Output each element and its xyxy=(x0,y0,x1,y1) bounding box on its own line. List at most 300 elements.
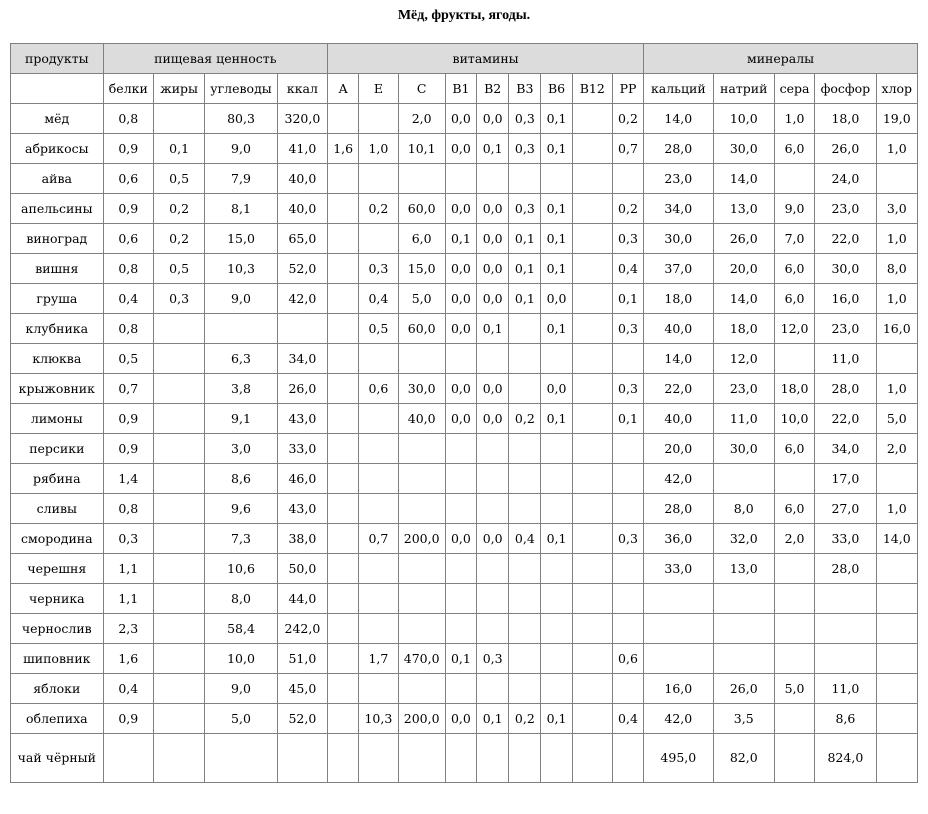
table-cell xyxy=(612,494,643,524)
table-cell xyxy=(713,584,774,614)
table-cell xyxy=(153,554,204,584)
table-cell xyxy=(328,254,359,284)
table-cell: 0,1 xyxy=(541,524,572,554)
table-cell: 37,0 xyxy=(644,254,713,284)
table-cell xyxy=(509,434,541,464)
table-cell: 2,3 xyxy=(103,614,153,644)
table-cell: 14,0 xyxy=(876,524,917,554)
table-cell: 0,1 xyxy=(541,194,572,224)
table-row xyxy=(11,404,918,434)
header-group-row xyxy=(11,44,918,74)
table-cell xyxy=(509,554,541,584)
table-cell: 44,0 xyxy=(277,584,327,614)
table-cell xyxy=(876,164,917,194)
table-cell: 40,0 xyxy=(277,164,327,194)
table-cell: 8,6 xyxy=(815,704,876,734)
table-cell xyxy=(445,344,476,374)
table-cell xyxy=(876,674,917,704)
table-cell: 11,0 xyxy=(815,344,876,374)
table-cell xyxy=(328,554,359,584)
column-header: B3 xyxy=(509,74,541,104)
table-cell: 20,0 xyxy=(713,254,774,284)
table-cell: 42,0 xyxy=(644,464,713,494)
product-name: яблоки xyxy=(11,674,104,704)
table-cell: 242,0 xyxy=(277,614,327,644)
column-header: жиры xyxy=(153,74,204,104)
product-name: лимоны xyxy=(11,404,104,434)
table-cell: 20,0 xyxy=(644,434,713,464)
table-cell: 3,0 xyxy=(876,194,917,224)
table-cell xyxy=(644,584,713,614)
product-name: черешня xyxy=(11,554,104,584)
table-cell: 9,0 xyxy=(205,674,277,704)
table-cell xyxy=(445,494,476,524)
table-cell xyxy=(477,554,509,584)
table-cell: 34,0 xyxy=(644,194,713,224)
product-name: клубника xyxy=(11,314,104,344)
table-cell xyxy=(328,404,359,434)
nutrition-table xyxy=(10,43,918,783)
table-cell xyxy=(572,164,612,194)
table-cell xyxy=(153,584,204,614)
table-cell xyxy=(612,464,643,494)
table-cell: 0,0 xyxy=(477,524,509,554)
table-row xyxy=(11,614,918,644)
table-cell xyxy=(359,344,398,374)
table-cell: 9,0 xyxy=(205,134,277,164)
table-cell: 5,0 xyxy=(876,404,917,434)
table-cell: 51,0 xyxy=(277,644,327,674)
table-cell xyxy=(774,584,814,614)
table-cell xyxy=(328,164,359,194)
table-cell: 18,0 xyxy=(815,104,876,134)
table-cell xyxy=(509,674,541,704)
table-cell: 38,0 xyxy=(277,524,327,554)
table-cell xyxy=(612,734,643,783)
table-row xyxy=(11,164,918,194)
table-cell xyxy=(644,614,713,644)
table-cell: 28,0 xyxy=(644,134,713,164)
table-cell: 0,2 xyxy=(509,704,541,734)
table-cell: 9,0 xyxy=(774,194,814,224)
table-cell xyxy=(541,674,572,704)
table-cell: 23,0 xyxy=(644,164,713,194)
table-cell: 7,9 xyxy=(205,164,277,194)
table-cell xyxy=(541,584,572,614)
table-cell xyxy=(359,494,398,524)
table-cell: 0,6 xyxy=(359,374,398,404)
table-cell: 11,0 xyxy=(713,404,774,434)
table-cell: 10,0 xyxy=(774,404,814,434)
table-cell: 0,2 xyxy=(612,194,643,224)
table-cell xyxy=(612,614,643,644)
product-name: груша xyxy=(11,284,104,314)
table-cell: 495,0 xyxy=(644,734,713,783)
table-cell: 1,0 xyxy=(876,374,917,404)
table-cell: 1,1 xyxy=(103,554,153,584)
table-cell xyxy=(445,464,476,494)
table-row xyxy=(11,134,918,164)
table-cell xyxy=(359,464,398,494)
column-header: натрий xyxy=(713,74,774,104)
table-cell: 0,8 xyxy=(103,254,153,284)
table-cell: 40,0 xyxy=(398,404,445,434)
table-cell xyxy=(398,344,445,374)
table-cell xyxy=(876,464,917,494)
table-row xyxy=(11,344,918,374)
table-cell: 45,0 xyxy=(277,674,327,704)
table-cell: 26,0 xyxy=(815,134,876,164)
table-cell xyxy=(713,614,774,644)
table-cell: 0,1 xyxy=(153,134,204,164)
table-cell: 8,6 xyxy=(205,464,277,494)
table-cell: 1,4 xyxy=(103,464,153,494)
table-cell xyxy=(572,134,612,164)
product-name: мёд xyxy=(11,104,104,134)
table-cell xyxy=(774,614,814,644)
table-cell xyxy=(815,584,876,614)
table-cell: 15,0 xyxy=(398,254,445,284)
table-cell xyxy=(876,734,917,783)
table-cell: 26,0 xyxy=(713,224,774,254)
table-cell: 23,0 xyxy=(713,374,774,404)
table-cell: 0,1 xyxy=(445,644,476,674)
table-cell xyxy=(612,164,643,194)
table-cell: 0,0 xyxy=(445,524,476,554)
table-cell xyxy=(572,644,612,674)
table-cell xyxy=(359,554,398,584)
table-cell: 0,1 xyxy=(612,284,643,314)
table-cell xyxy=(445,674,476,704)
table-cell xyxy=(477,494,509,524)
table-cell xyxy=(277,734,327,783)
table-row xyxy=(11,284,918,314)
table-cell: 0,3 xyxy=(153,284,204,314)
table-cell xyxy=(477,434,509,464)
product-name: черника xyxy=(11,584,104,614)
table-cell: 60,0 xyxy=(398,194,445,224)
table-cell xyxy=(153,314,204,344)
table-cell: 40,0 xyxy=(644,404,713,434)
column-header: белки xyxy=(103,74,153,104)
table-cell: 1,0 xyxy=(876,284,917,314)
table-row xyxy=(11,254,918,284)
table-cell xyxy=(328,494,359,524)
table-cell: 0,1 xyxy=(509,284,541,314)
table-cell: 200,0 xyxy=(398,524,445,554)
table-cell: 0,9 xyxy=(103,704,153,734)
column-header: B1 xyxy=(445,74,476,104)
table-cell: 6,0 xyxy=(774,254,814,284)
table-cell xyxy=(398,584,445,614)
product-name: рябина xyxy=(11,464,104,494)
table-cell xyxy=(153,374,204,404)
table-cell xyxy=(359,584,398,614)
table-cell: 0,3 xyxy=(612,224,643,254)
table-cell: 0,0 xyxy=(477,374,509,404)
table-cell: 0,0 xyxy=(445,134,476,164)
table-cell: 0,1 xyxy=(541,104,572,134)
table-cell xyxy=(541,644,572,674)
table-cell: 0,1 xyxy=(509,254,541,284)
table-cell: 3,5 xyxy=(713,704,774,734)
table-cell xyxy=(477,584,509,614)
table-cell xyxy=(541,614,572,644)
table-row xyxy=(11,584,918,614)
table-cell: 0,3 xyxy=(477,644,509,674)
table-cell xyxy=(572,194,612,224)
table-cell: 6,0 xyxy=(774,134,814,164)
table-cell: 28,0 xyxy=(815,554,876,584)
table-cell: 42,0 xyxy=(277,284,327,314)
table-cell: 1,0 xyxy=(876,224,917,254)
table-cell: 0,1 xyxy=(541,134,572,164)
table-cell: 320,0 xyxy=(277,104,327,134)
table-cell: 5,0 xyxy=(205,704,277,734)
table-cell: 14,0 xyxy=(713,284,774,314)
table-cell: 18,0 xyxy=(713,314,774,344)
table-cell xyxy=(572,584,612,614)
table-cell xyxy=(644,644,713,674)
table-cell: 22,0 xyxy=(644,374,713,404)
column-header: фосфор xyxy=(815,74,876,104)
table-cell xyxy=(359,434,398,464)
table-cell xyxy=(328,584,359,614)
table-cell: 14,0 xyxy=(713,164,774,194)
table-cell: 0,6 xyxy=(612,644,643,674)
table-cell: 40,0 xyxy=(644,314,713,344)
table-row xyxy=(11,194,918,224)
table-cell: 24,0 xyxy=(815,164,876,194)
table-cell xyxy=(612,554,643,584)
table-body xyxy=(11,104,918,783)
table-cell xyxy=(398,164,445,194)
table-cell: 16,0 xyxy=(644,674,713,704)
table-cell xyxy=(572,554,612,584)
table-cell xyxy=(153,104,204,134)
table-cell: 6,0 xyxy=(398,224,445,254)
table-cell: 0,0 xyxy=(541,284,572,314)
table-cell xyxy=(153,494,204,524)
table-cell: 0,4 xyxy=(103,284,153,314)
table-cell xyxy=(572,404,612,434)
table-cell: 0,0 xyxy=(445,194,476,224)
table-cell xyxy=(477,614,509,644)
table-cell xyxy=(774,644,814,674)
table-cell xyxy=(153,644,204,674)
table-cell: 0,0 xyxy=(445,704,476,734)
table-cell: 1,0 xyxy=(774,104,814,134)
table-cell xyxy=(572,314,612,344)
table-cell: 0,7 xyxy=(359,524,398,554)
table-cell xyxy=(612,584,643,614)
table-cell xyxy=(876,584,917,614)
table-cell xyxy=(509,644,541,674)
table-cell: 0,8 xyxy=(103,494,153,524)
table-cell: 34,0 xyxy=(815,434,876,464)
table-cell: 0,6 xyxy=(103,224,153,254)
table-cell: 0,1 xyxy=(477,704,509,734)
table-cell: 18,0 xyxy=(644,284,713,314)
table-cell: 0,7 xyxy=(103,374,153,404)
header-products: продукты xyxy=(11,44,104,74)
table-cell: 16,0 xyxy=(876,314,917,344)
table-cell xyxy=(398,614,445,644)
table-cell xyxy=(398,434,445,464)
table-cell xyxy=(359,104,398,134)
table-cell xyxy=(774,344,814,374)
table-cell: 43,0 xyxy=(277,494,327,524)
table-cell xyxy=(328,194,359,224)
table-row xyxy=(11,314,918,344)
table-cell xyxy=(509,734,541,783)
table-cell: 0,1 xyxy=(541,254,572,284)
table-cell xyxy=(205,314,277,344)
table-cell xyxy=(328,644,359,674)
column-header: PP xyxy=(612,74,643,104)
table-cell: 40,0 xyxy=(277,194,327,224)
table-cell: 824,0 xyxy=(815,734,876,783)
table-row xyxy=(11,644,918,674)
table-cell xyxy=(328,374,359,404)
table-cell: 0,1 xyxy=(612,404,643,434)
table-cell xyxy=(572,224,612,254)
table-cell xyxy=(153,344,204,374)
table-cell xyxy=(445,164,476,194)
table-cell xyxy=(359,164,398,194)
table-cell xyxy=(572,434,612,464)
table-cell: 8,0 xyxy=(876,254,917,284)
table-cell xyxy=(572,344,612,374)
table-cell: 0,0 xyxy=(445,254,476,284)
table-cell xyxy=(398,674,445,704)
table-cell: 30,0 xyxy=(713,434,774,464)
table-cell: 0,4 xyxy=(612,704,643,734)
table-cell: 0,0 xyxy=(477,224,509,254)
table-cell xyxy=(572,524,612,554)
table-cell: 0,0 xyxy=(445,314,476,344)
table-cell xyxy=(572,614,612,644)
column-header: C xyxy=(398,74,445,104)
table-cell xyxy=(572,704,612,734)
product-name: вишня xyxy=(11,254,104,284)
table-cell xyxy=(359,674,398,704)
header-blank xyxy=(11,74,104,104)
column-header: B12 xyxy=(572,74,612,104)
column-header: E xyxy=(359,74,398,104)
table-cell: 0,3 xyxy=(509,134,541,164)
header-vitamins: витамины xyxy=(328,44,644,74)
table-cell: 8,1 xyxy=(205,194,277,224)
table-cell: 13,0 xyxy=(713,194,774,224)
table-cell xyxy=(541,494,572,524)
table-cell: 0,5 xyxy=(153,254,204,284)
table-cell: 50,0 xyxy=(277,554,327,584)
table-cell: 12,0 xyxy=(774,314,814,344)
table-cell: 23,0 xyxy=(815,194,876,224)
table-row xyxy=(11,464,918,494)
table-cell: 0,0 xyxy=(477,404,509,434)
table-cell: 0,1 xyxy=(541,404,572,434)
table-cell xyxy=(328,224,359,254)
product-name: крыжовник xyxy=(11,374,104,404)
table-cell xyxy=(153,734,204,783)
table-cell: 16,0 xyxy=(815,284,876,314)
table-cell: 5,0 xyxy=(398,284,445,314)
column-header: углеводы xyxy=(205,74,277,104)
table-cell xyxy=(509,494,541,524)
table-cell xyxy=(713,644,774,674)
table-cell: 0,4 xyxy=(509,524,541,554)
table-cell xyxy=(328,344,359,374)
table-cell xyxy=(572,254,612,284)
table-cell: 7,3 xyxy=(205,524,277,554)
table-cell: 14,0 xyxy=(644,104,713,134)
table-cell xyxy=(445,734,476,783)
table-cell xyxy=(153,434,204,464)
table-cell xyxy=(398,494,445,524)
table-cell: 28,0 xyxy=(644,494,713,524)
table-cell xyxy=(876,614,917,644)
table-cell: 8,0 xyxy=(205,584,277,614)
product-name: клюква xyxy=(11,344,104,374)
table-cell xyxy=(398,734,445,783)
table-cell xyxy=(876,644,917,674)
product-name: смородина xyxy=(11,524,104,554)
column-header: B2 xyxy=(477,74,509,104)
column-header: сера xyxy=(774,74,814,104)
table-cell xyxy=(359,404,398,434)
product-name: шиповник xyxy=(11,644,104,674)
table-cell: 43,0 xyxy=(277,404,327,434)
table-cell: 0,7 xyxy=(612,134,643,164)
table-cell xyxy=(359,614,398,644)
table-cell: 0,1 xyxy=(541,224,572,254)
table-cell: 1,6 xyxy=(103,644,153,674)
table-row xyxy=(11,434,918,464)
table-cell: 6,3 xyxy=(205,344,277,374)
table-cell xyxy=(541,554,572,584)
table-cell: 1,0 xyxy=(876,494,917,524)
table-cell xyxy=(774,704,814,734)
table-cell xyxy=(572,284,612,314)
table-cell: 0,0 xyxy=(477,254,509,284)
table-cell xyxy=(445,614,476,644)
table-cell: 0,0 xyxy=(445,374,476,404)
table-cell: 0,2 xyxy=(153,194,204,224)
table-cell xyxy=(328,434,359,464)
table-cell: 0,0 xyxy=(477,284,509,314)
table-cell xyxy=(876,344,917,374)
table-cell xyxy=(328,674,359,704)
table-cell xyxy=(477,164,509,194)
table-cell: 6,0 xyxy=(774,494,814,524)
table-cell: 0,3 xyxy=(612,374,643,404)
table-cell: 1,6 xyxy=(328,134,359,164)
table-cell xyxy=(477,674,509,704)
table-cell xyxy=(477,464,509,494)
table-cell xyxy=(328,704,359,734)
table-cell: 0,9 xyxy=(103,194,153,224)
table-cell: 0,9 xyxy=(103,404,153,434)
table-cell: 23,0 xyxy=(815,314,876,344)
table-cell: 10,0 xyxy=(205,644,277,674)
table-cell: 470,0 xyxy=(398,644,445,674)
table-cell: 10,1 xyxy=(398,134,445,164)
table-cell: 11,0 xyxy=(815,674,876,704)
table-cell xyxy=(774,464,814,494)
table-cell: 26,0 xyxy=(277,374,327,404)
